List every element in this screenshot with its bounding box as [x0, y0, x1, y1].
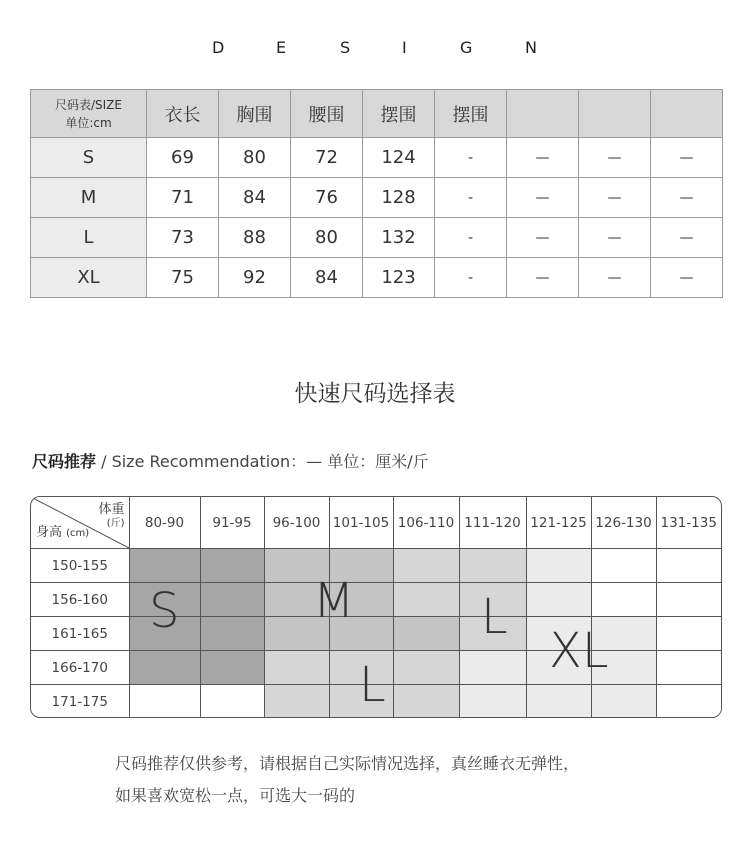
- size-chart-header: [579, 90, 651, 138]
- size-zone-cell: [393, 617, 459, 651]
- weight-range-header: 96-100: [264, 497, 329, 549]
- grid-row: [31, 651, 721, 685]
- size-cell: 123: [363, 258, 435, 298]
- size-zone-cell: [526, 583, 591, 617]
- size-zone-cell: [329, 617, 393, 651]
- brand-letter: I: [402, 38, 407, 57]
- size-chart-row: [31, 218, 723, 258]
- size-zone-cell: [459, 651, 526, 685]
- size-zone-cell: [200, 583, 264, 617]
- size-cell: —: [651, 218, 723, 258]
- recommendation-bold: 尺码推荐: [32, 452, 97, 471]
- size-zone-cell: [656, 617, 721, 651]
- grid-corner: [31, 497, 129, 549]
- size-zone-cell: [129, 549, 200, 583]
- weight-range-header: 111-120: [459, 497, 526, 549]
- size-chart-header: 腰围: [291, 90, 363, 138]
- size-cell: 84: [291, 258, 363, 298]
- brand-letter: S: [340, 38, 351, 57]
- size-zone-cell: [393, 583, 459, 617]
- size-zone-cell: [393, 651, 459, 685]
- recommendation-rest: / Size Recommendation：— 单位：厘米/斤: [96, 452, 429, 471]
- size-cell: -: [435, 138, 507, 178]
- size-chart-header: 摆围: [435, 90, 507, 138]
- size-cell: —: [579, 138, 651, 178]
- grid-row: [31, 617, 721, 651]
- grid-row: [31, 685, 721, 719]
- size-chart-row: [31, 258, 723, 298]
- size-chart-row: [31, 178, 723, 218]
- size-cell: —: [507, 258, 579, 298]
- size-chart-header: [507, 90, 579, 138]
- size-cell: —: [651, 178, 723, 218]
- size-chart-corner-unit: 单位:cm: [65, 115, 112, 130]
- size-zone-cell: [591, 685, 656, 719]
- size-zone-cell: [656, 651, 721, 685]
- size-chart-header: [651, 90, 723, 138]
- size-cell: 80: [291, 218, 363, 258]
- weight-unit: (斤): [106, 518, 125, 529]
- height-range-label: 156-160: [31, 583, 129, 617]
- size-zone-cell: [459, 549, 526, 583]
- size-cell: —: [651, 258, 723, 298]
- size-zone-cell: [264, 651, 329, 685]
- size-zone-cell: [526, 685, 591, 719]
- fit-note-line: 尺码推荐仅供参考，请根据自己实际情况选择，真丝睡衣无弹性，: [115, 754, 580, 773]
- size-chart-header: 衣长: [147, 90, 219, 138]
- brand-letter: N: [525, 38, 537, 57]
- brand-wordmark: [0, 38, 750, 58]
- size-label: L: [31, 218, 147, 258]
- size-zone-cell: [656, 583, 721, 617]
- weight-range-header: 126-130: [591, 497, 656, 549]
- size-chart-header: 摆围: [363, 90, 435, 138]
- weight-range-header: 80-90: [129, 497, 200, 549]
- grid-header-row: [31, 497, 721, 549]
- zone-label-l-lower: L: [359, 657, 386, 713]
- size-zone-cell: [329, 651, 393, 685]
- size-cell: —: [579, 178, 651, 218]
- size-zone-cell: [129, 583, 200, 617]
- size-cell: 69: [147, 138, 219, 178]
- size-cell: —: [507, 138, 579, 178]
- brand-letter: G: [460, 38, 473, 57]
- size-cell: -: [435, 258, 507, 298]
- size-zone-cell: [393, 549, 459, 583]
- size-zone-cell: [656, 549, 721, 583]
- size-cell: 72: [291, 138, 363, 178]
- size-zone-cell: [129, 617, 200, 651]
- size-zone-cell: [526, 549, 591, 583]
- size-zone-cell: [656, 685, 721, 719]
- size-zone-cell: [459, 583, 526, 617]
- size-zone-cell: [526, 651, 591, 685]
- size-cell: —: [579, 218, 651, 258]
- fit-note-line: 如果喜欢宽松一点，可选大一码的: [115, 786, 356, 805]
- grid-row: [31, 583, 721, 617]
- size-zone-cell: [393, 685, 459, 719]
- weight-range-header: 131-135: [656, 497, 721, 549]
- size-cell: 71: [147, 178, 219, 218]
- size-label: XL: [31, 258, 147, 298]
- size-cell: 128: [363, 178, 435, 218]
- size-cell: -: [435, 178, 507, 218]
- size-zone-cell: [264, 583, 329, 617]
- height-range-label: 166-170: [31, 651, 129, 685]
- size-cell: 88: [219, 218, 291, 258]
- weight-range-header: 121-125: [526, 497, 591, 549]
- size-cell: 73: [147, 218, 219, 258]
- size-label: S: [31, 138, 147, 178]
- brand-letter: E: [276, 38, 287, 57]
- height-range-label: 171-175: [31, 685, 129, 719]
- size-zone-cell: [591, 583, 656, 617]
- size-cell: 132: [363, 218, 435, 258]
- zone-label-s: S: [149, 583, 180, 639]
- size-zone-cell: [591, 617, 656, 651]
- size-zone-cell: [329, 685, 393, 719]
- size-cell: 76: [291, 178, 363, 218]
- size-recommendation-heading: [32, 449, 429, 472]
- zone-label-l-upper: L: [481, 589, 508, 645]
- size-cell: —: [507, 178, 579, 218]
- size-cell: —: [651, 138, 723, 178]
- size-zone-cell: [459, 617, 526, 651]
- weight-range-header: 101-105: [329, 497, 393, 549]
- size-zone-cell: [591, 651, 656, 685]
- height-range-label: 150-155: [31, 549, 129, 583]
- size-cell: 84: [219, 178, 291, 218]
- size-zone-cell: [200, 651, 264, 685]
- size-chart-header-row: [31, 90, 723, 138]
- size-zone-cell: [200, 617, 264, 651]
- size-chart-header: 胸围: [219, 90, 291, 138]
- zone-label-m: M: [313, 573, 355, 629]
- size-zone-cell: [591, 549, 656, 583]
- weight-range-header: 106-110: [393, 497, 459, 549]
- size-label: M: [31, 178, 147, 218]
- size-zone-cell: [264, 685, 329, 719]
- zone-label-xl: XL: [549, 623, 609, 679]
- weight-label: 体重: [98, 502, 125, 517]
- size-cell: —: [507, 218, 579, 258]
- size-cell: 124: [363, 138, 435, 178]
- size-zone-cell: [200, 685, 264, 719]
- size-chart-row: [31, 138, 723, 178]
- size-zone-cell: [329, 549, 393, 583]
- size-chart-corner-title: 尺码表/SIZE: [54, 97, 122, 112]
- size-zone-cell: [459, 685, 526, 719]
- size-zone-cell: [264, 549, 329, 583]
- height-label: 身高: [36, 525, 63, 540]
- size-zone-cell: [129, 651, 200, 685]
- quick-size-title: 快速尺码选择表: [294, 381, 456, 407]
- size-cell: —: [579, 258, 651, 298]
- size-chart-corner: [31, 90, 147, 138]
- brand-letter: D: [212, 38, 225, 57]
- size-zone-cell: [129, 685, 200, 719]
- size-chart-table: [30, 89, 723, 298]
- size-zone-cell: [526, 617, 591, 651]
- weight-range-header: 91-95: [200, 497, 264, 549]
- height-unit: (cm): [66, 528, 90, 539]
- size-recommendation-grid: [30, 496, 722, 718]
- size-cell: 92: [219, 258, 291, 298]
- size-zone-cell: [200, 549, 264, 583]
- grid-row: [31, 549, 721, 583]
- size-cell: 80: [219, 138, 291, 178]
- size-zone-cell: [329, 583, 393, 617]
- size-cell: -: [435, 218, 507, 258]
- fit-note: [115, 748, 579, 812]
- size-zone-cell: [264, 617, 329, 651]
- size-cell: 75: [147, 258, 219, 298]
- height-range-label: 161-165: [31, 617, 129, 651]
